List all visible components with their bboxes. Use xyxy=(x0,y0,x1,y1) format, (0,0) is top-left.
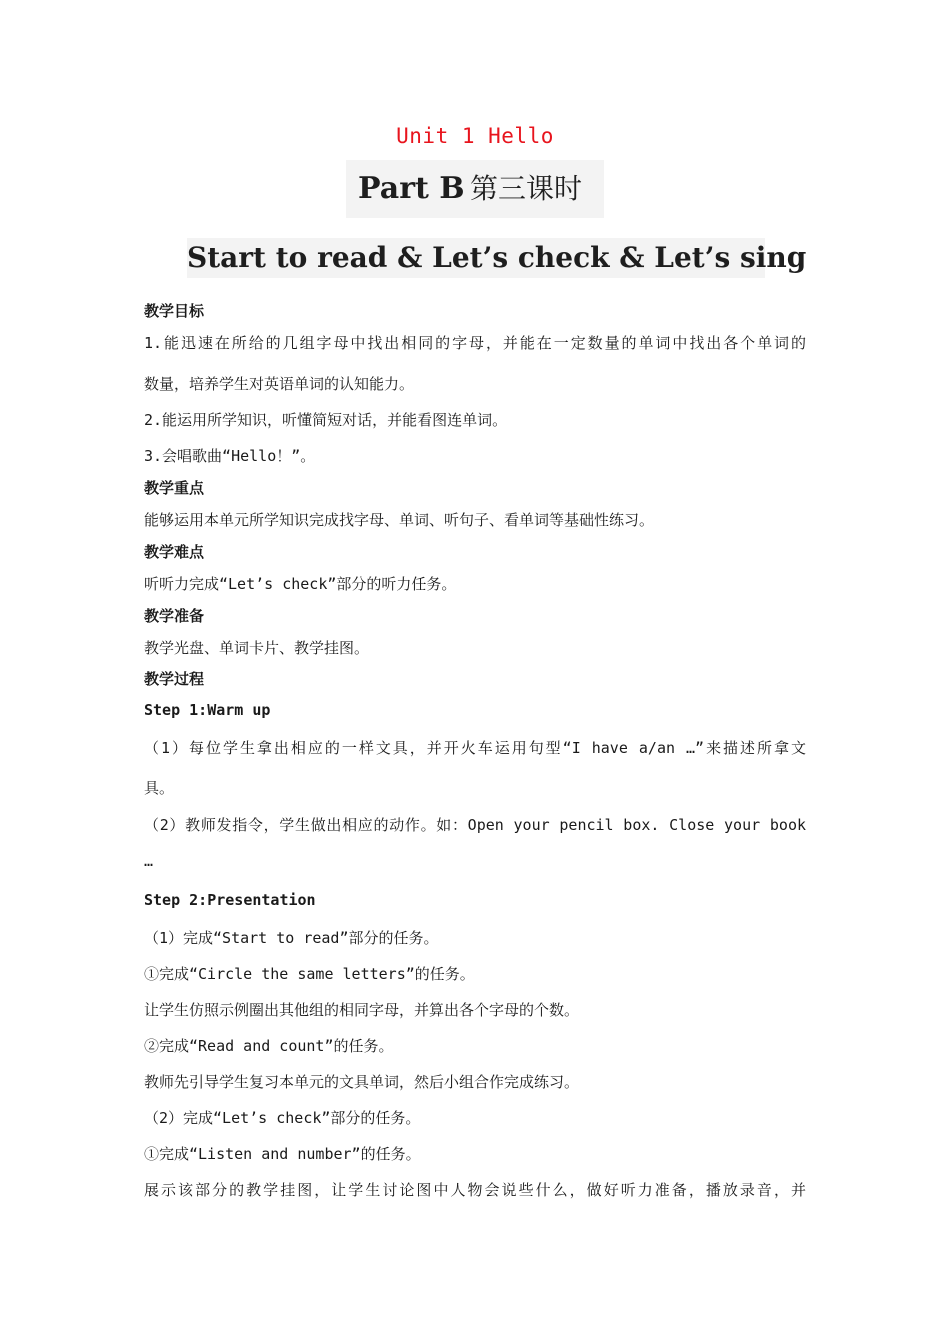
difficulties-heading: 教学难点 xyxy=(144,543,205,561)
key-points-text: 能够运用本单元所学知识完成找字母、单词、听句子、看单词等基础性练习。 xyxy=(144,511,655,529)
step-1-item-2-line-2: … xyxy=(144,852,154,870)
objective-3: 3.会唱歌曲“Hello！”。 xyxy=(144,447,316,465)
step-1-title: Step 1:Warm up xyxy=(144,701,271,719)
step-2-item-2-sub-1-desc: 展示该部分的教学挂图，让学生讨论图中人物会说些什么，做好听力准备，播放录音，并 xyxy=(144,1181,806,1199)
objective-2: 2.能运用所学知识，听懂简短对话，并能看图连单词。 xyxy=(144,411,508,429)
step-1-item-2-line-1: （2）教师发指令，学生做出相应的动作。如：Open your pencil box. Close your book xyxy=(144,816,806,834)
key-points-heading: 教学重点 xyxy=(144,479,205,497)
step-2-item-1-sub-1: ①完成“Circle the same letters”的任务。 xyxy=(144,965,475,983)
step-2-item-2-sub-1: ①完成“Listen and number”的任务。 xyxy=(144,1145,421,1163)
step-2-item-1-sub-2: ②完成“Read and count”的任务。 xyxy=(144,1037,394,1055)
step-2-item-1-sub-2-desc: 教师先引导学生复习本单元的文具单词，然后小组合作完成练习。 xyxy=(144,1073,580,1091)
preparation-text: 教学光盘、单词卡片、教学挂图。 xyxy=(144,639,370,657)
difficulties-text: 听听力完成“Let’s check”部分的听力任务。 xyxy=(144,575,457,593)
step-2-title: Step 2:Presentation xyxy=(144,891,316,909)
objective-1-line-2: 数量，培养学生对英语单词的认知能力。 xyxy=(144,375,415,393)
unit-title: Unit 1 Hello xyxy=(396,124,554,148)
process-heading: 教学过程 xyxy=(144,670,205,688)
subtitle-banner: Start to read & Let’s check & Let’s sing xyxy=(187,238,765,278)
lesson-label: 第三课时 xyxy=(470,172,583,205)
step-2-item-2: （2）完成“Let’s check”部分的任务。 xyxy=(144,1109,421,1127)
objective-1-line-1: 1.能迅速在所给的几组字母中找出相同的字母，并能在一定数量的单词中找出各个单词的 xyxy=(144,334,806,352)
objectives-heading: 教学目标 xyxy=(144,302,205,320)
part-banner xyxy=(346,160,604,218)
part-label: Part B xyxy=(358,171,465,206)
step-2-item-1: （1）完成“Start to read”部分的任务。 xyxy=(144,929,439,947)
step-2-item-1-sub-1-desc: 让学生仿照示例圈出其他组的相同字母，并算出各个字母的个数。 xyxy=(144,1001,580,1019)
preparation-heading: 教学准备 xyxy=(144,607,205,625)
step-1-item-1-line-1: （1）每位学生拿出相应的一样文具，并开火车运用句型“I have a/an …”来描述所拿文 xyxy=(144,739,806,757)
step-1-item-1-line-2: 具。 xyxy=(144,779,175,797)
